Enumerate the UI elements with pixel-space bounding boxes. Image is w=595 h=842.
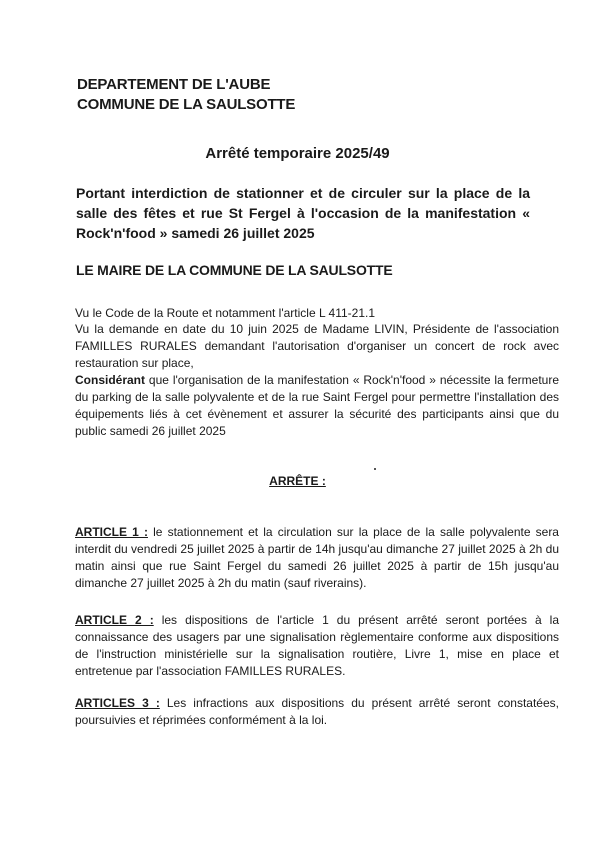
considerant-text: que l'organisation de la manifestation « Rock'n'food » nécessite la fermeture du parking de la salle polyvalente et de la rue Saint Fergel pour permettre l'installation des équipements liés à cet évènement et assurer la sécurité des participants ainsi que du public samedi 26 juillet 2025 (75, 373, 559, 438)
mayor-heading: LE MAIRE DE LA COMMUNE DE LA SAULSOTTE (76, 262, 393, 278)
scan-speck (374, 468, 376, 470)
vu-code-route: Vu le Code de la Route et notamment l'article L 411-21.1 (75, 306, 376, 320)
article-3-label: ARTICLES 3 : (75, 696, 160, 710)
article-2 (75, 612, 559, 680)
article-1 (75, 524, 559, 592)
article-1-label: ARTICLE 1 : (75, 525, 148, 539)
article-3 (75, 695, 559, 729)
considerant-paragraph (75, 372, 559, 440)
decree-subject: Portant interdiction de stationner et de circuler sur la place de la salle des fêtes et rue St Fergel à l'occasion de la manifestation « Rock'n'food » samedi 26 juillet 2025 (76, 185, 530, 241)
considerant-label: Considérant (75, 373, 146, 387)
vu-demande: Vu la demande en date du 10 juin 2025 de Madame LIVIN, Présidente de l'association FAMILLES RURALES demandant l'autorisation d'organiser un concert de rock avec restauration sur place, (75, 322, 559, 370)
arrete-heading: ARRÊTE : (269, 474, 326, 488)
article-2-label: ARTICLE 2 : (75, 613, 154, 627)
article-3-text: Les infractions aux dispositions du présent arrêté seront constatées, poursuivies et réprimées conformément à la loi. (75, 696, 559, 727)
document-title: Arrêté temporaire 2025/49 (205, 145, 390, 162)
department-heading: DEPARTEMENT DE L'AUBE (77, 76, 271, 93)
commune-heading: COMMUNE DE LA SAULSOTTE (77, 96, 296, 113)
article-2-text: les dispositions de l'article 1 du présent arrêté seront portées à la connaissance des usagers par une signalisation règlementaire conforme aux dispositions de l'instruction ministérielle sur la signalisation routière, Livre 1, mise en place et entretenue par l'association FAMILLES RURALES. (75, 613, 559, 678)
article-1-text: le stationnement et la circulation sur la place de la salle polyvalente sera interdit du vendredi 25 juillet 2025 à partir de 14h jusqu'au dimanche 27 juillet 2025 à 2h du matin ainsi que rue Saint Fergel du samedi 26 juillet 2025 à partir de 15h jusqu'au dimanche 27 juillet 2025 à 2h du matin (sauf riverains). (75, 525, 559, 590)
